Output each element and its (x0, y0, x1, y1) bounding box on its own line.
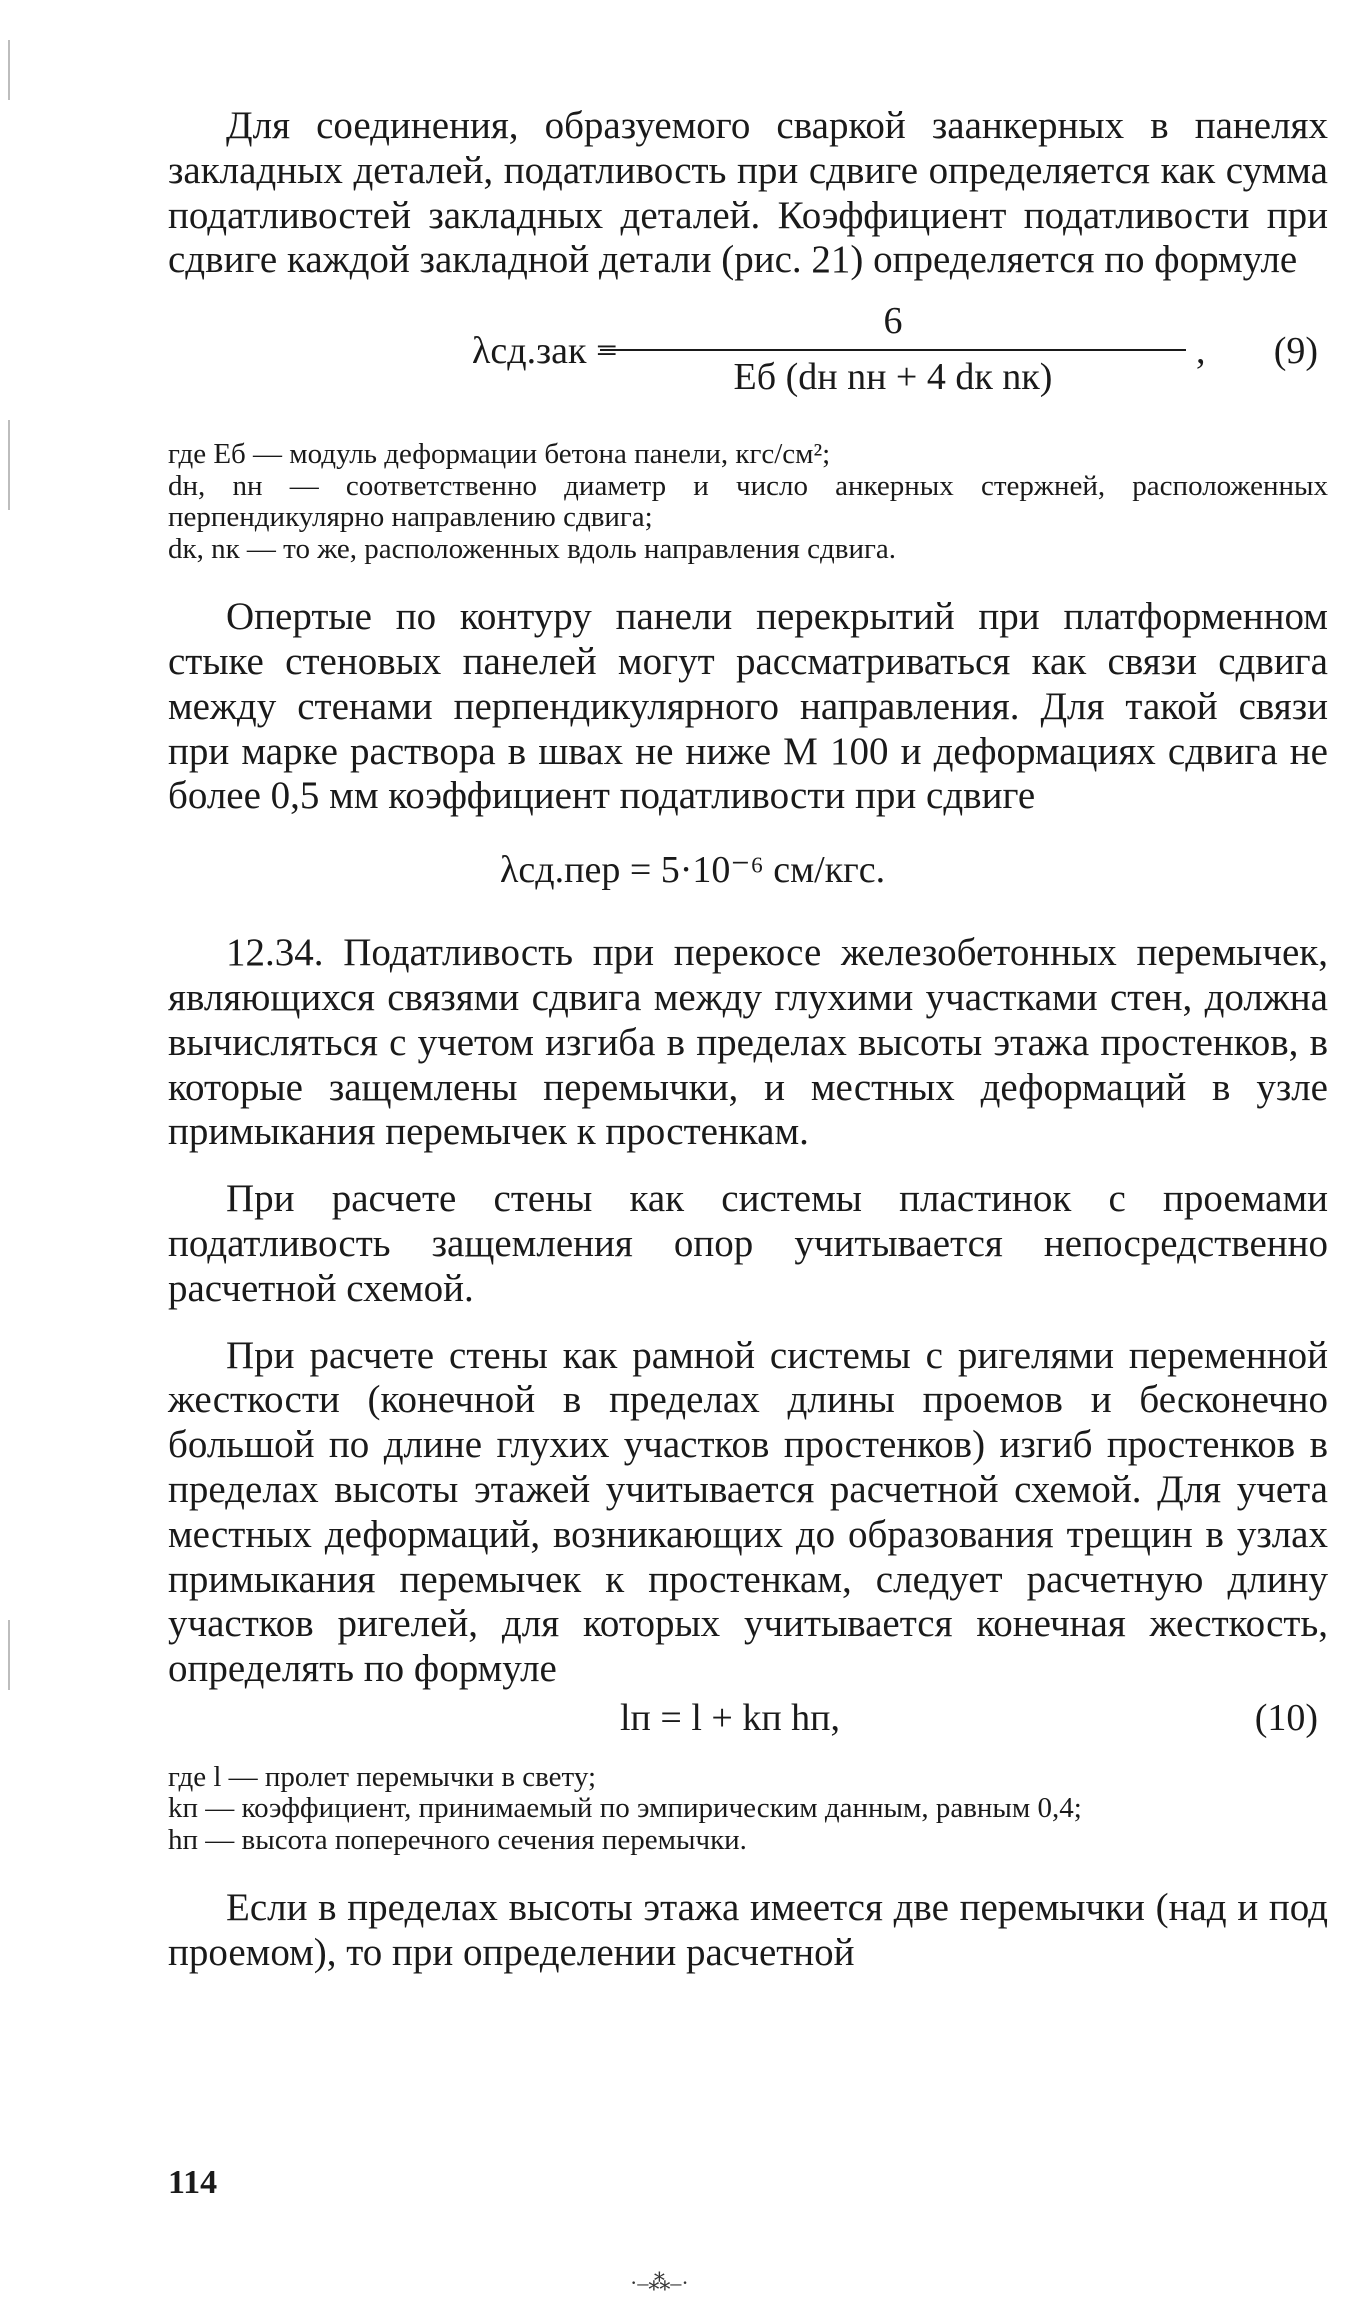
paragraph-5: При расчете стены как рамной системы с ригелями переменной жесткости (конечной в пределах длины проемов и бесконечно большой по длине глухих участков простенков) изгиб простенков в пределах высоты этажей учитывается расчетной схемой. Для учета местных деформаций, возникающих до образования трещин в узлах примыкания перемычек к простенкам, следует расчетную длину участков ригелей, для которых учитывается конечная жесткость, определять по формуле (168, 1333, 1328, 1691)
formula-per-expression: λсд.пер = 5·10⁻⁶ см/кгс. (500, 849, 886, 892)
formula-10-expression: lп = l + kп hп, (620, 1696, 840, 1739)
formula-9-comma: , (1196, 330, 1206, 373)
page-number: 114 (168, 2164, 218, 2201)
formula-10-number: (10) (1254, 1696, 1318, 1739)
definition-line: где Eб — модуль деформации бетона панели, кгс/см²; (168, 438, 831, 471)
formula-9-fraction (600, 299, 1186, 399)
definition-line: kп — коэффициент, принимаемый по эмпирическим данным, равным 0,4; (168, 1792, 1082, 1825)
formula-9-numerator: 6 (883, 300, 903, 343)
definition-line: где l — пролет перемычки в свету; (168, 1760, 597, 1793)
formula-9-number: (9) (1273, 330, 1318, 373)
definition-line: dн, nн — соответственно диаметр и число анкерных стержней, расположенных перпендикулярно направлению сдвига; (168, 469, 1328, 534)
page-content (168, 104, 1328, 1976)
definition-line: dк, nк — то же, расположенных вдоль направления сдвига. (168, 532, 897, 565)
definition-line: hп — высота поперечного сечения перемычки. (168, 1823, 747, 1856)
formula-9-lhs: λсд.зак = (472, 330, 618, 373)
paragraph-1: Для соединения, образуемого сваркой заанкерных в панелях закладных деталей, податливость при сдвиге определяется как сумма податливостей закладных деталей. Коэффициент податливости при сдвиге каждой закладной детали (рис. 21) определяется по формуле (168, 104, 1328, 282)
paragraph-6: Если в пределах высоты этажа имеется две перемычки (над и под проемом), то при определении расчетной (168, 1886, 1328, 1975)
scan-margin-line-top (8, 40, 10, 100)
scan-margin-line-bottom (8, 1620, 10, 1690)
scan-margin-line-mid (8, 420, 10, 510)
formula-9-denominator: Eб (dн nн + 4 dк nк) (733, 356, 1053, 399)
paragraph-2: Опертые по контуру панели перекрытий при платформенном стыке стеновых панелей могут рассматриваться как связи сдвига между стенами перпендикулярного направления. Для такой связи при марке раствора в швах не ниже М 100 и деформациях сдвига не более 0,5 мм коэффициент податливости при сдвиге (168, 595, 1328, 818)
formula-per (168, 839, 1328, 903)
fraction-bar (600, 349, 1186, 351)
formula-9 (168, 299, 1328, 419)
formula-10 (168, 1696, 1328, 1752)
paragraph-12-34: 12.34. Податливость при перекосе железобетонных перемычек, являющихся связями сдвига между глухими участками стен, должна вычисляться с учетом изгиба в пределах высоты этажа простенков, в которые защемлены перемычки, и местных деформаций в узле примыкания перемычек к простенкам. (168, 931, 1328, 1154)
paragraph-4: При расчете стены как системы пластинок с проемами податливость защемления опор учитывается непосредственно расчетной схемой. (168, 1177, 1328, 1310)
ornament-icon: ·–⁂–· (630, 2270, 689, 2295)
